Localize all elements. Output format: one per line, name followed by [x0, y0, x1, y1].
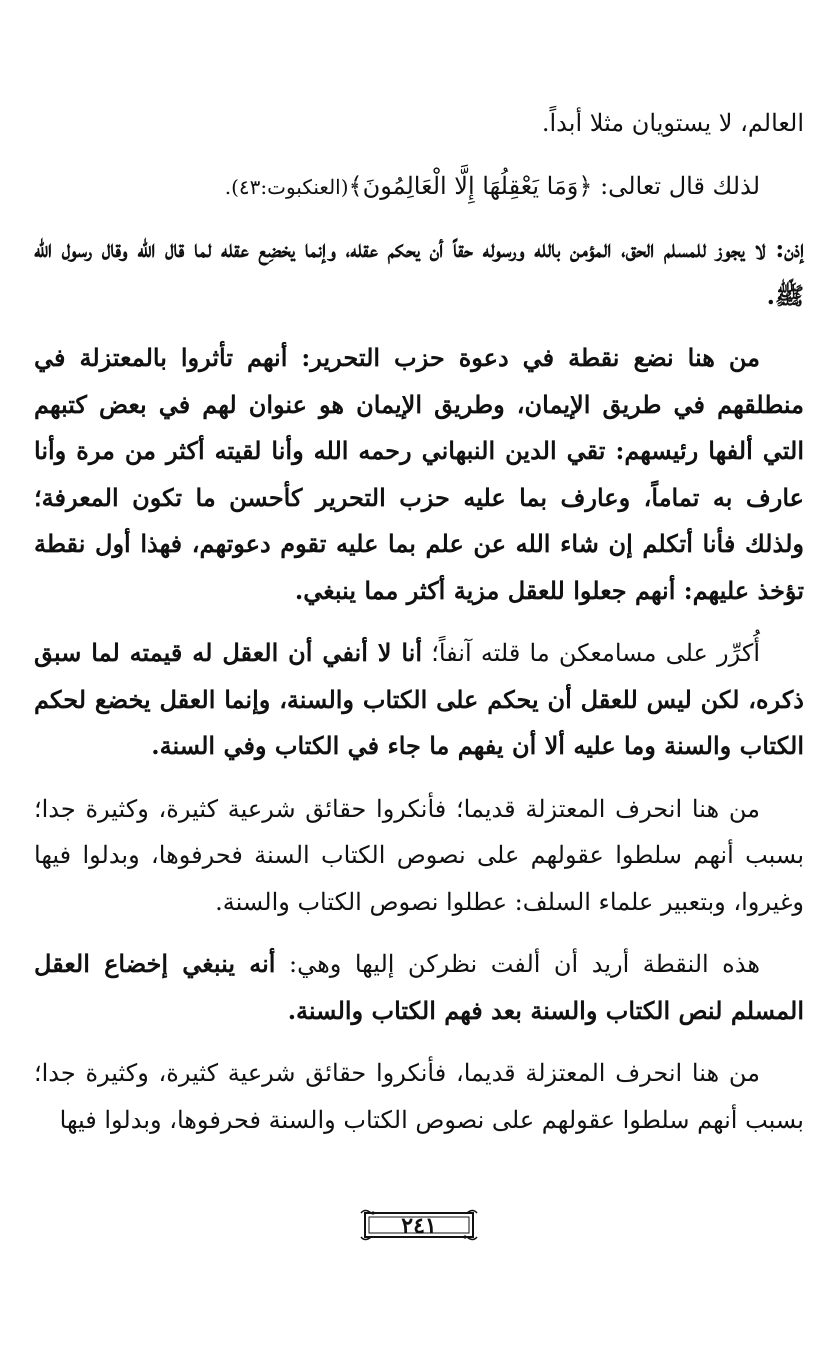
verse-reference: (العنكبوت:٤٣). [224, 174, 349, 199]
paragraph-5 [34, 630, 804, 770]
paragraph-5-bold: أنا لا أنفي أن العقل له قيمته لما سبق ذكره، لكن ليس للعقل أن يحكم على الكتاب والسنة، وإنما العقل يخضع لحكم الكتاب والسنة وما عليه ألا أن يفهم ما جاء في الكتاب وفي السنة. [34, 638, 804, 760]
paragraph-5-lead: أُكرِّر على مسامعكن ما قلته آنفاً؛ [422, 639, 760, 667]
paragraph-3 [34, 226, 804, 319]
paragraph-1-text: العالم، لا يستويان مثلا أبداً. [541, 109, 804, 137]
page-text [34, 100, 804, 1159]
page-number-frame [359, 1208, 479, 1244]
paragraph-7-bold: أنه ينبغي إخضاع العقل المسلم لنص الكتاب والسنة بعد فهم الكتاب والسنة. [34, 949, 804, 1025]
paragraph-1 [34, 100, 804, 147]
paragraph-7 [34, 941, 804, 1034]
paragraph-3-text: إذن: لا يجوز للمسلم الحق، المؤمن بالله ورسوله حقاً أن يحكم عقله، وإنما يخضِع عقله لما قال الله وقال رسول الله ﷺ. [34, 234, 804, 310]
paragraph-2-quran-citation [34, 163, 804, 211]
paragraph-6-text: من هنا انحرف المعتزلة قديما؛ فأنكروا حقائق شرعية كثيرة، وكثيرة جدا؛ بسبب أنهم سلطوا عقولهم على نصوص الكتاب السنة فحرفوها، وبدلوا فيها وغيروا، وبتعبير علماء السلف: عطلوا نصوص الكتاب والسنة. [34, 794, 804, 916]
paragraph-4 [34, 335, 804, 614]
quran-verse: ﴿وَمَا يَعْقِلُهَا إِلَّا الْعَالِمُونَ﴾ [348, 171, 593, 200]
page-footer [0, 1208, 838, 1244]
page-number: ٢٤١ [401, 1213, 437, 1239]
paragraph-7-lead: هذه النقطة أريد أن ألفت نظركن إليها وهي: [275, 950, 761, 978]
paragraph-8-text: من هنا انحرف المعتزلة قديما، فأنكروا حقائق شرعية كثيرة، وكثيرة جدا؛ بسبب أنهم سلطوا عقولهم على نصوص الكتاب والسنة فحرفوها، وبدلوا فيها [34, 1059, 804, 1134]
paragraph-6 [34, 786, 804, 926]
paragraph-4-text: من هنا نضع نقطة في دعوة حزب التحرير: أنهم تأثروا بالمعتزلة في منطلقهم في طريق الإيمان، وطريق الإيمان هو عنوان لهم في بعض كتبهم التي ألفها رئيسهم: تقي الدين النبهاني رحمه الله وأنا لقيته أكثر من مرة وأنا عارف به تماماً، وعارف بما عليه حزب التحرير كأحسن ما تكون المعرفة؛ ولذلك فأنا أتكلم إن شاء الله عن علم بما عليه تقوم دعوتهم، فهذا أول نقطة تؤخذ عليهم: أنهم جعلوا للعقل مزية أكثر مما ينبغي. [34, 343, 804, 605]
citation-lead: لذلك قال تعالى: [592, 171, 760, 200]
paragraph-8 [34, 1050, 804, 1143]
